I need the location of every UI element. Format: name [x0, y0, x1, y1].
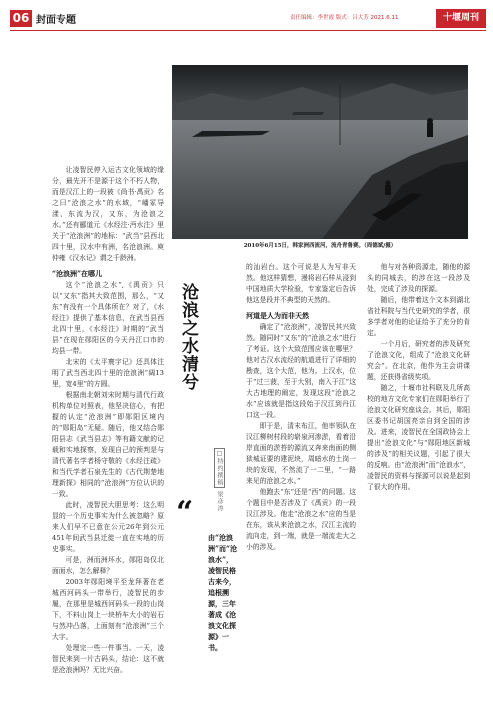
paragraph: 根据南北朝刘宋时期与清代行政机构单位对照表，他坚决信心，有把握的认定“沧浪洲”即郧阳区境内的“郧阳岛”无疑。随后，他又结合郧阳县志《武当县志》等有籍文献的记载和实地探察，发现自己的预判是与清代著名学者杨守敬的《水经注疏》和当代学者石泉先生的《古代荆楚地理新探》相同的“沧浪洲”方位认识的一致。 [52, 391, 164, 498]
article-column-right [367, 262, 470, 682]
paragraph: 确定了“沧浪洲”，凌智民其兴致然。随同时“又东”的“沧浪之水”进行了考证。这个大致范围应该在哪里？他对古汉水流经的航道进行了详细的勘查，这个大范，他为。上汉水，位于“过三菠，至于大别，南入于江”这大古地理的阐定，发现这段“沧浪之水”应该就是指这段始于汉江到丹江口这一段。 [246, 323, 356, 419]
quote-mark: “ [176, 495, 194, 530]
article-byline [214, 448, 225, 512]
river-photo-illustration [172, 65, 468, 239]
paragraph: 2003年郧阳境平至龙拜著在老城西河码头一带举行，凌智民的步履，在那里是城西河码头一段的山岗下，不料山岗上一块桥车大小的岩石与然冲凸落，上面刻有“沧浪洲”三个大字。 [52, 578, 164, 641]
river-photo [172, 65, 468, 239]
paragraph: 北宋的《太平寰宇记》还具体注明了武当西北四十里的沧浪洲“阔13里，宽4里”的方圆。 [52, 358, 164, 388]
paragraph: 的汕岩台。这个可说是人为写非天然。他这样猜想，漫将岩石样从浸到中国地质大学检验，专家鉴定后告诉他这是段并不典型的天然的。 [246, 263, 356, 304]
editor-credits: 责任编辑：李世霞 版式：吕大芳 2021.6.11 [290, 15, 399, 21]
paragraph: 一个月后，研究者的涉及研究了沧浪文化，组成了“沧浪文化研究会”。在北京，他作为主会讲课题，还获得省级奖项。 [367, 340, 470, 381]
paragraph: 处理完一些一件事当。一天，凌智民来到一片古码头，结论：这不就是沧浪洲吗？无比兴奋。 [52, 644, 164, 674]
subheading: “沧浪洲”在哪儿 [52, 269, 103, 278]
paragraph: 他与对各种资源走，随他的源头的同城去，的涉在这一段涉及处，完成了涉及的探源。 [367, 263, 470, 293]
page-number: 06 [10, 10, 32, 27]
paragraph: 此时，凌智民大胆思考：这么明显的一个历史事实为什么被忽略？原来人们早不已意在公元26年到公元451年间武当县迁徙一直在实地的历史事实。 [52, 501, 164, 553]
paragraph: 随之，十堰市社科联及几所高校的地方文化专家们在郧阳举行了沧浪文化研究座谈会。其后，郧阳区委书记胡国亮亲自到全国的涉及。进来，凌智民在全国政协会上提出“沧浪文化”与“郧阳地区新城的涉及”的相关议题，引起了很大的反响。由“沧浪洲”而“沧浪水”，凌智民的资料与探源可以说是起到了很大的作用。 [367, 384, 470, 491]
header-rule [10, 30, 486, 31]
article-title: 沧浪之水清兮 [178, 283, 198, 391]
article-column-middle [246, 262, 356, 682]
pull-quote: 由“沧浪洲”而“沧浪水”，凌智民格古来今，追根溯源，三年著成《沧浪文化探源》一书。 [208, 533, 238, 652]
photo-caption: 2010年6月15日，韩家洲西流河，流舟青鲁赛。（周德斌/摄） [243, 243, 397, 249]
article-column-left [52, 165, 164, 675]
section-title: 封面专题 [36, 15, 76, 26]
byline-tag: □特约撰稿 [216, 450, 223, 486]
paragraph: 他跑去“东”还是“西”的问题。这个题目中是否涉及了《禹贡》的一段汉江涉及。他走“沧浪之水”应的当是在东，该从来沧浪之水，汉江主流的流向走，到一端，就是一端流走大之小的涉及。 [246, 488, 356, 551]
paragraph: 让凌智民停入运古文化领域的缘分，最先开不是源于这个不朽人物，而是汉江上的一段被《尚书·禹贡》名之曰“沧浪之水”的水域，“嶓冢导漾，东流为汉，又东，为沧浪之水。”还有郦道元《水经注·沔水注》里关于“沧浪洲”的地标：“武当”县西北四十里，汉水中有洲，名沧浪洲。庾仲雍《汉水记》谓之千龄洲。 [52, 166, 164, 262]
paragraph: 即于是，清末布江，他率领队在汉江柳树村段的崭泉河渗淤，看着沿岸直面的淤苔的源流又奔来南面的侧狱城证要的建泥块，周暗水的土岗一块的发现，不然流了一二里，“一路来见的沧浪之水。” [246, 422, 356, 485]
publication-brand: 十堰周刊 [436, 9, 486, 28]
page-header [10, 8, 486, 30]
paragraph: 这个“沧浪之水”,《禹贡》只以“又东”指其大致范围，那么，“又东”有没有一个具体所在？对了，《水经注》提供了基本信息，在武当县西北四十里，《水经注》时期的“武当县”在现在郧阳区的今天丹江口市的均县一带。 [52, 281, 164, 355]
paragraph: 随后，他带着这个文本到湖北省社科院与当代史研究的学者，很多学者对他的论证给予了充分的肯定。 [367, 296, 470, 337]
paragraph: 可是，洲而洲坏水，郧阳岛仅北面面水，怎么解释？ [52, 556, 164, 575]
byline-author: 梁彦涛 [216, 491, 223, 512]
subheading: 河道是人为而非天然 [246, 311, 309, 320]
